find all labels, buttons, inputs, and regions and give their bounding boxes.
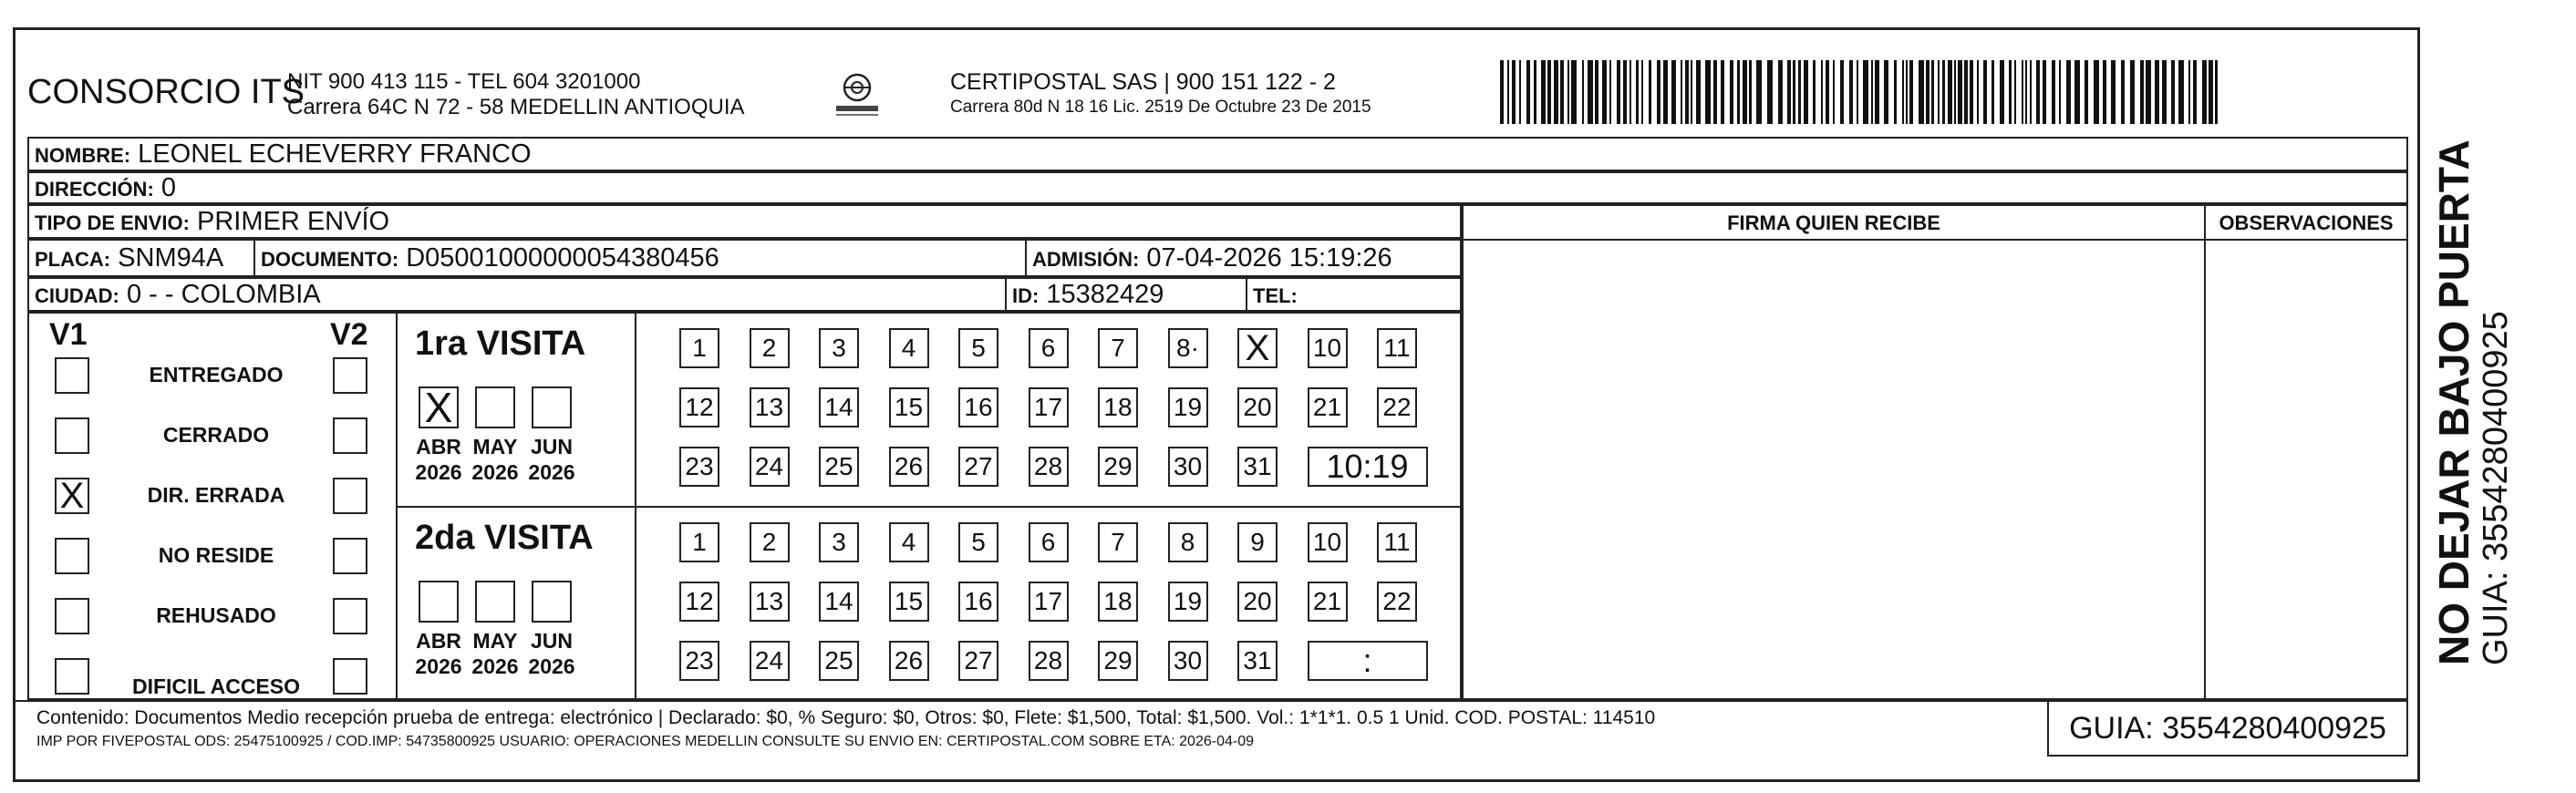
tel-label: TEL: [1253,284,1298,307]
guia-box: GUIA: 3554280400925 [2047,700,2408,757]
day-box[interactable]: 4 [889,522,929,562]
day-box[interactable]: 28 [1029,447,1069,487]
admision-value: 07-04-2026 15:19:26 [1146,243,1392,273]
status-label: DIFICIL ACCESO [131,675,300,698]
year-label: 2026 [471,654,519,678]
company-name: CONSORCIO ITS [27,73,305,111]
no-dejar-notice: NO DEJAR BAJO PUERTA [2430,139,2478,665]
day-box[interactable]: 3 [819,328,859,368]
v1-checkbox[interactable] [55,357,89,394]
documento-label: DOCUMENTO: [261,248,399,271]
day-box[interactable]: 13 [750,387,790,427]
day-box[interactable]: 20 [1237,582,1278,622]
day-box[interactable]: 10 [1308,328,1348,368]
observaciones-header: OBSERVACIONES [2219,211,2394,234]
direccion-label: DIRECCIÓN: [35,178,154,201]
day-box[interactable]: 19 [1168,387,1208,427]
v1-checkbox[interactable] [55,538,89,574]
day-box[interactable]: 9 [1237,522,1278,562]
status-label: ENTREGADO [149,363,284,386]
direccion-value: 0 [160,173,176,202]
side-guia: GUIA: 3554280400925 [2477,311,2515,665]
imp-line: IMP POR FIVEPOSTAL ODS: 25475100925 / COD.IMP: 54735800925 USUARIO: OPERACIONES MEDELLIN CONSULTE SU ENVIO EN: CERTIPOSTAL.COM SOBRE ETA: 2026-04-09 [36,734,1254,749]
day-box[interactable]: 11 [1377,522,1417,562]
v2-checkbox[interactable] [333,598,367,634]
month-checkbox[interactable] [475,581,515,623]
tipo-label: TIPO DE ENVIO: [35,211,190,234]
placa-row [27,239,1462,277]
day-box[interactable]: 5 [958,328,998,368]
day-box[interactable]: 4 [889,328,929,368]
day-box[interactable]: 29 [1098,641,1138,681]
day-box[interactable]: 31 [1237,447,1278,487]
day-box[interactable]: 8· [1168,328,1208,368]
day-box[interactable]: 2 [750,522,790,562]
day-box[interactable]: 10 [1308,522,1348,562]
placa-value: SNM94A [118,243,224,273]
day-box[interactable]: 15 [889,387,929,427]
month-label: ABR [416,435,461,458]
day-box[interactable]: 30 [1168,447,1208,487]
v2-header: V2 [330,317,368,352]
month-checkbox[interactable]: X [419,386,459,428]
barcode-icon [1500,60,2229,124]
day-box[interactable]: 12 [679,387,719,427]
certipostal-logo-icon [825,69,889,120]
month-checkbox[interactable] [475,386,515,428]
day-box[interactable]: 26 [889,641,929,681]
day-box[interactable]: 24 [750,447,790,487]
day-box[interactable]: 22 [1377,582,1417,622]
ciudad-row [27,277,1462,312]
month-label: MAY [472,435,518,458]
month-label: MAY [472,629,518,653]
nombre-row [27,137,2408,171]
year-label: 2026 [528,460,575,484]
visit-title: 2da VISITA [415,519,594,557]
observaciones-column [2204,204,2408,700]
day-box[interactable]: 17 [1029,387,1069,427]
year-label: 2026 [415,654,462,678]
firma-header: FIRMA QUIEN RECIBE [1727,211,1940,234]
placa-label: PLACA: [35,248,111,271]
day-box[interactable]: 5 [958,522,998,562]
day-box[interactable]: 3 [819,522,859,562]
visit-title: 1ra VISITA [415,324,586,363]
v1-header: V1 [49,317,88,352]
year-label: 2026 [471,460,519,484]
tipo-row [27,204,1462,239]
day-box[interactable]: 31 [1237,641,1278,681]
v2-checkbox[interactable] [333,357,367,394]
day-box[interactable]: 6 [1029,522,1069,562]
contenido-line: Contenido: Documentos Medio recepción prueba de entrega: electrónico | Declarado: $0, % Seguro: $0, Otros: $0, Flete: $1,500, Total: $1,500. Vol.: 1*1*1. 0.5 1 Unid. COD. POSTAL: 114510 [36,707,1656,728]
day-box[interactable]: 24 [750,641,790,681]
v2-checkbox[interactable] [333,478,367,514]
year-label: 2026 [415,460,462,484]
month-checkbox[interactable] [419,581,459,623]
day-box[interactable]: 22 [1377,387,1417,427]
v2-checkbox[interactable] [333,538,367,574]
side-notice [2430,139,2514,665]
day-box[interactable]: 21 [1308,387,1348,427]
day-box[interactable]: 7 [1098,328,1138,368]
company-nit: NIT 900 413 115 - TEL 604 3201000 [287,69,641,94]
ciudad-label: CIUDAD: [35,284,119,307]
status-label: NO RESIDE [158,543,274,567]
day-box[interactable]: 27 [958,641,998,681]
certipostal-nit: CERTIPOSTAL SAS | 900 151 122 - 2 [950,69,1336,95]
admision-label: ADMISIÓN: [1032,248,1140,271]
day-box[interactable]: 23 [679,641,719,681]
time-box[interactable]: : [1308,641,1428,681]
day-box[interactable]: 18 [1098,387,1138,427]
time-box[interactable]: 10:19 [1308,447,1428,487]
status-label: DIR. ERRADA [147,483,285,507]
day-box[interactable]: 14 [819,582,859,622]
day-box[interactable]: 12 [679,582,719,622]
nombre-label: NOMBRE: [35,144,131,167]
id-field [1012,280,1164,310]
day-box[interactable]: 21 [1308,582,1348,622]
v2-checkbox[interactable] [333,417,367,454]
admision-field [1032,243,1392,273]
day-box[interactable]: 25 [819,447,859,487]
placa-field [35,243,223,273]
documento-field [261,243,719,273]
certipostal-license: Carrera 80d N 18 16 Lic. 2519 De Octubre 23 De 2015 [950,98,1371,117]
firma-column [1462,204,2206,700]
month-checkbox[interactable] [532,581,572,623]
status-label: REHUSADO [156,603,276,627]
day-box[interactable]: 29 [1098,447,1138,487]
day-box[interactable]: 14 [819,387,859,427]
certipostal-info [950,69,1371,120]
company-address: Carrera 64C N 72 - 58 MEDELLIN ANTIOQUIA [287,95,745,119]
documento-value: D05001000000054380456 [406,243,719,273]
v1-checkbox[interactable]: X [55,478,89,514]
nombre-value: LEONEL ECHEVERRY FRANCO [138,139,532,169]
month-label: JUN [530,629,573,653]
day-box[interactable]: 26 [889,447,929,487]
day-box[interactable]: 6 [1029,328,1069,368]
month-label: JUN [530,435,573,458]
v1-checkbox[interactable] [55,658,89,695]
day-box[interactable]: 19 [1168,582,1208,622]
month-label: ABR [416,629,461,653]
day-box[interactable]: 1 [679,522,719,562]
v1-checkbox[interactable] [55,417,89,454]
id-label: ID: [1012,284,1040,307]
day-box[interactable]: 28 [1029,641,1069,681]
day-box[interactable]: 7 [1098,522,1138,562]
day-box[interactable]: 2 [750,328,790,368]
v1-checkbox[interactable] [55,598,89,634]
ciudad-value: 0 - - COLOMBIA [126,280,321,309]
day-box[interactable]: 11 [1377,328,1417,368]
day-box[interactable]: 16 [958,387,998,427]
day-box[interactable]: 13 [750,582,790,622]
tel-field [1253,280,1298,310]
day-box[interactable]: 17 [1029,582,1069,622]
company-info [287,69,745,120]
day-box[interactable]: 1 [679,328,719,368]
id-value: 15382429 [1046,280,1164,309]
ciudad-field [35,280,321,310]
day-box[interactable]: 23 [679,447,719,487]
day-box[interactable]: 20 [1237,387,1278,427]
day-box[interactable]: 18 [1098,582,1138,622]
status-label: CERRADO [162,423,270,447]
month-checkbox[interactable] [532,386,572,428]
day-box[interactable]: 27 [958,447,998,487]
year-label: 2026 [528,654,575,678]
direccion-row [27,171,2408,204]
day-box[interactable]: 15 [889,582,929,622]
day-box[interactable]: 16 [958,582,998,622]
v2-checkbox[interactable] [333,658,367,695]
day-box[interactable]: X [1237,328,1278,368]
day-box[interactable]: 30 [1168,641,1208,681]
day-box[interactable]: 25 [819,641,859,681]
tipo-value: PRIMER ENVÍO [196,207,390,236]
day-box[interactable]: 8 [1168,522,1208,562]
